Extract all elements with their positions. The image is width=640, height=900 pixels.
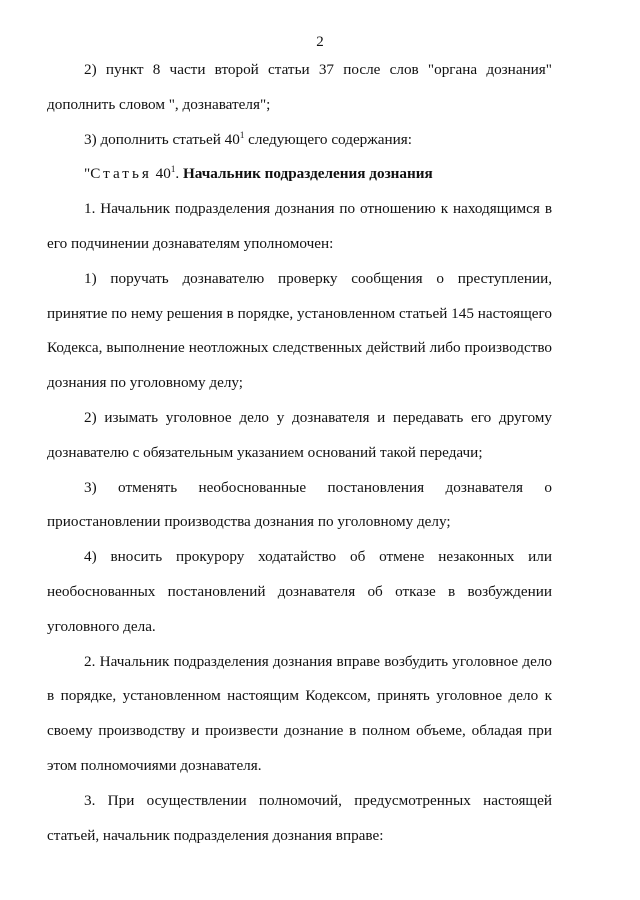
part-3-intro: 3. При осуществлении полномочий, предусмотренных настоящей статьей, начальник подразделения дознания вправе: [47, 791, 552, 844]
clause-3: 3) отменять необоснованные постановления дознавателя о приостановлении производства дознания по уголовному делу; [47, 478, 552, 531]
document-body [47, 53, 552, 853]
clause-2: 2) изымать уголовное дело у дознавателя и передавать его другому дознавателю с обязательным указанием оснований такой передачи; [47, 408, 552, 461]
article-heading [47, 157, 552, 192]
article-quote-mark: " [84, 165, 91, 183]
article-number: 40 [151, 165, 171, 183]
part-2: 2. Начальник подразделения дознания вправе возбудить уголовное дело в порядке, установленном настоящим Кодексом, принять уголовное дело к своему производству и произвести дознание в полном объеме, обладая при этом полномочиями дознавателя. [47, 652, 552, 774]
paragraph-item-3-tail: следующего содержания: [244, 130, 412, 148]
part-1-intro: 1. Начальник подразделения дознания по отношению к находящимся в его подчинении дознавателям уполномочен: [47, 200, 552, 252]
article-dot: . [175, 165, 183, 183]
clause-1: 1) поручать дознавателю проверку сообщения о преступлении, принятие по нему решения в порядке, установленном статьей 145 настоящего Кодекса, выполнение неотложных следственных действий либо производство дознания по уголовному делу; [47, 269, 552, 392]
paragraph-item-2: 2) пункт 8 части второй статьи 37 после слов "органа дознания" дополнить словом ", дознавателя"; [47, 61, 552, 113]
paragraph-item-3-text: 3) дополнить статьей 40 [84, 130, 240, 148]
page-number: 2 [316, 34, 324, 50]
article-title: Начальник подразделения дознания [182, 165, 433, 183]
superscript-one: 1 [239, 129, 245, 140]
article-superscript: 1 [170, 164, 176, 175]
clause-4: 4) вносить прокурору ходатайство об отмене незаконных или необоснованных постановлений дознавателя об отказе в возбуждении уголовного дела. [47, 548, 552, 635]
paragraph-item-3 [47, 123, 552, 158]
article-word: Статья [90, 165, 152, 183]
